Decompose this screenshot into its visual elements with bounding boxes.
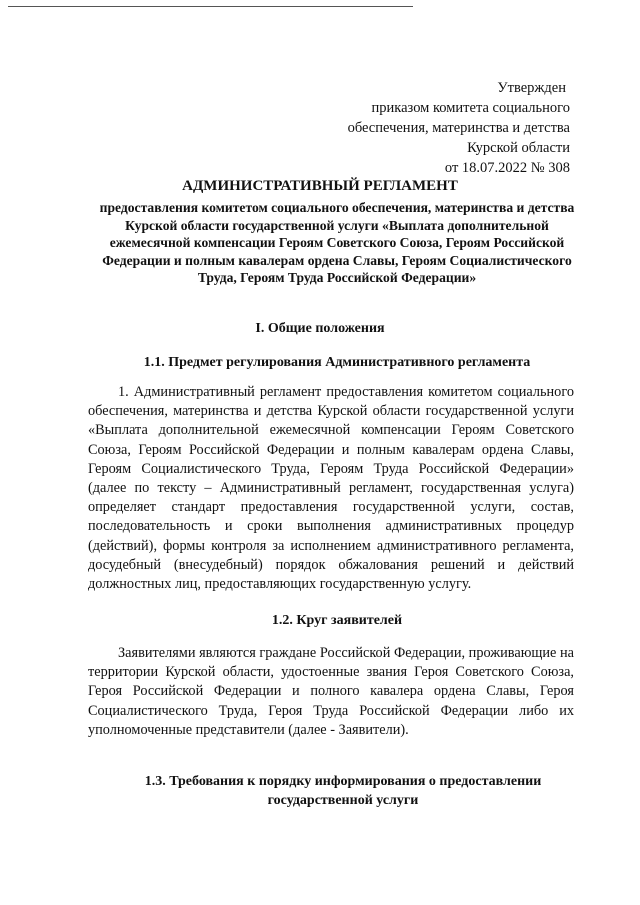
approval-line-committee: обеспечения, материнства и детства xyxy=(347,120,570,136)
subsection-heading-informing: 1.3. Требования к порядку информирования о предоставлении государственной услуги xyxy=(144,774,542,808)
subsection-heading-subject: 1.1. Предмет регулирования Административного регламента xyxy=(143,355,531,370)
approval-line-approved: Утвержден xyxy=(497,80,566,96)
approval-line-region: Курской области xyxy=(467,140,570,156)
approval-line-date-number: от 18.07.2022 № 308 xyxy=(444,160,570,176)
subsection-heading-applicants: 1.2. Круг заявителей xyxy=(271,613,403,628)
approval-line-order: приказом комитета социального xyxy=(371,100,570,116)
approval-stamp xyxy=(348,78,570,178)
paragraph-subject: 1. Административный регламент предоставления комитетом социального обеспечения, материнства и детства Курской области государственной услуги «Выплата дополнительной ежемесячной компенсации Героям Советского Союза, Героям Российской Федерации и полным кавалерам ордена Славы, Героям Социалистического Труда, Героям Труда Российской Федерации» (далее по тексту – Административный регламент, государственная услуга) определяет стандарт предоставления государственной услуги, состав, последовательность и сроки выполнения административных процедур (действий), формы контроля за исполнением административного регламента, досудебный (внесудебный) порядок обжалования решений и действий должностных лиц, предоставляющих государственную услугу. xyxy=(88,384,574,593)
paragraph-applicants: Заявителями являются граждане Российской Федерации, проживающие на территории Курской области, удостоенные звания Героя Советского Союза, Героя Российской Федерации и полного кавалера ордена Славы, Героя Социалистического Труда, Героя Труда Российской Федерации либо их уполномоченные представители (далее - Заявители). xyxy=(88,645,574,738)
document-title: АДМИНИСТРАТИВНЫЙ РЕГЛАМЕНТ xyxy=(182,178,458,194)
section-heading-general: I. Общие положения xyxy=(255,321,385,336)
top-rule xyxy=(8,6,413,7)
document-subtitle: предоставления комитетом социального обеспечения, материнства и детства Курской области государственной услуги «Выплата дополнительной ежемесячной компенсации Героям Советского Союза, Героям Российской Федерации и полным кавалерам ордена Славы, Героям Социалистического Труда, Героям Труда Российской Федерации» xyxy=(99,200,575,286)
